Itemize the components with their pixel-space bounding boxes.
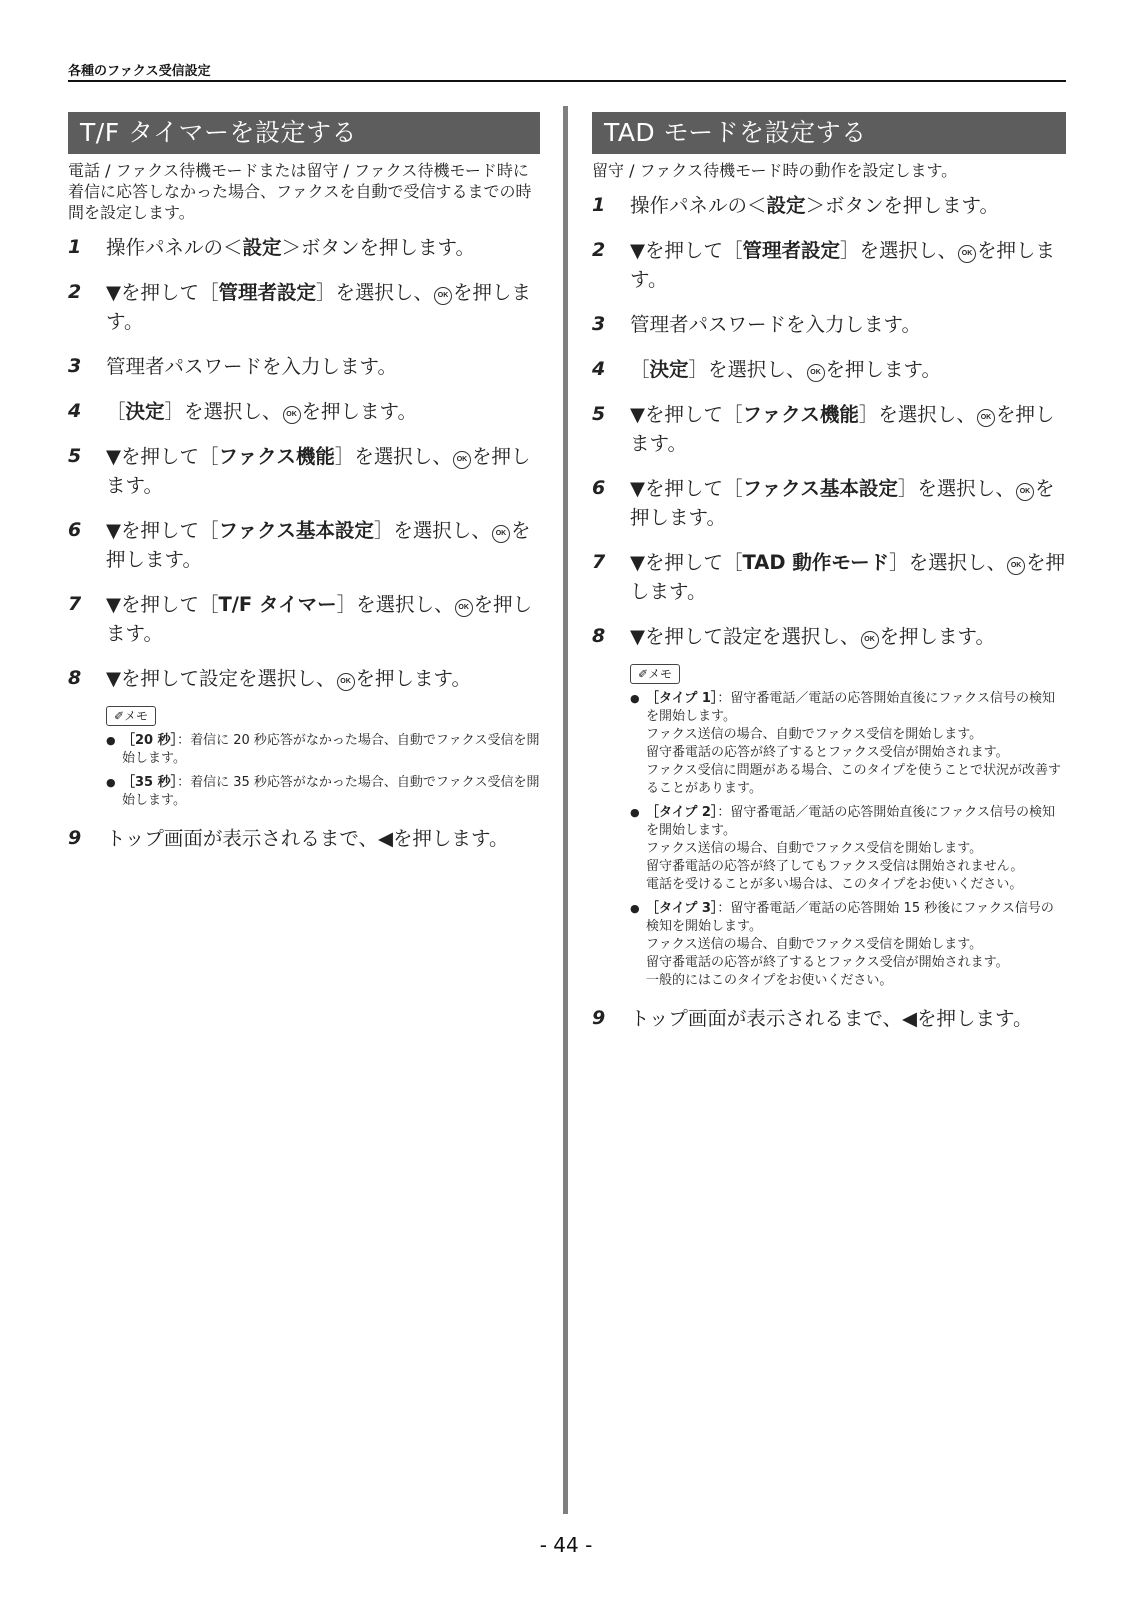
step-number: 4 <box>68 400 82 422</box>
memo-line <box>646 858 1066 876</box>
step-text-part: ］を選択し、 <box>336 593 454 616</box>
step-item <box>68 352 540 381</box>
step-text-part: ］を選択し、 <box>897 477 1015 500</box>
ok-button-icon: OK <box>1007 557 1025 575</box>
step-text-part: を押します。 <box>106 445 531 497</box>
memo-line <box>646 876 1066 894</box>
step-text-part: ▼を押して［ <box>106 445 219 468</box>
memo-line <box>646 954 1066 972</box>
memo-line <box>646 690 1066 726</box>
memo-block <box>630 663 1066 990</box>
step-text <box>106 281 531 333</box>
step-keyword: ファクス機能 <box>218 445 335 468</box>
step-text-part: ▼を押して［ <box>630 477 743 500</box>
step-text-part: を押します。 <box>630 477 1055 529</box>
step-text-part: ▼を押して［ <box>630 403 743 426</box>
step-text-part: ▼を押して［ <box>106 593 219 616</box>
step-text <box>106 400 417 423</box>
ok-button-icon: OK <box>977 409 995 427</box>
step-item <box>68 233 540 262</box>
step-item <box>592 191 1066 220</box>
step-text-part: を押します。 <box>630 403 1055 455</box>
column-divider <box>563 106 568 1514</box>
step-keyword: 管理者設定 <box>742 239 841 262</box>
memo-text: 留守番電話の応答が終了するとファクス受信が開始されます。 <box>646 955 1009 970</box>
step-text-part: ＞ボタンを押します。 <box>281 236 475 259</box>
step-item <box>592 1004 1066 1033</box>
memo-line <box>646 840 1066 858</box>
step-text <box>106 827 508 850</box>
step-number: 5 <box>592 403 606 425</box>
step-text-part: トップ画面が表示されるまで、◀を押します。 <box>106 827 509 850</box>
step-text <box>630 1007 1032 1030</box>
memo-text: 電話を受けることが多い場合は、このタイプをお使いください。 <box>646 877 1023 892</box>
step-keyword: ファクス基本設定 <box>742 477 898 500</box>
step-text-part: 操作パネルの＜ <box>106 236 243 259</box>
step-text <box>630 551 1065 603</box>
step-text-part: 管理者パスワードを入力します。 <box>630 313 921 336</box>
section-title: TAD モードを設定する <box>592 112 1066 154</box>
step-text-part: ［ <box>630 358 650 381</box>
step-number: 3 <box>592 313 606 335</box>
step-list <box>68 233 540 853</box>
step-number: 6 <box>592 477 606 499</box>
ok-button-icon: OK <box>455 599 473 617</box>
memo-line <box>646 900 1066 936</box>
step-text <box>106 667 471 690</box>
memo-keyword: ［20 秒］ <box>122 733 178 748</box>
step-item <box>68 590 540 648</box>
step-keyword: 決定 <box>125 400 165 423</box>
step-text <box>106 355 397 378</box>
step-number: 9 <box>68 827 82 849</box>
memo-text: ：着信に 20 秒応答がなかった場合、自動でファクス受信を開始します。 <box>122 733 540 766</box>
left-column <box>68 112 540 869</box>
memo-block <box>106 705 540 810</box>
step-keyword: 設定 <box>766 194 806 217</box>
ok-button-icon: OK <box>283 406 301 424</box>
step-number: 4 <box>592 358 606 380</box>
step-item <box>592 355 1066 384</box>
step-keyword: ファクス機能 <box>742 403 859 426</box>
step-text-part: を押します。 <box>106 519 531 571</box>
step-text-part: ▼を押して設定を選択し、 <box>106 667 336 690</box>
right-column <box>592 112 1066 1049</box>
step-text <box>630 313 921 336</box>
memo-item <box>106 732 540 768</box>
step-text-part: ▼を押して設定を選択し、 <box>630 625 860 648</box>
step-keyword: ファクス基本設定 <box>218 519 374 542</box>
step-keyword: 決定 <box>649 358 689 381</box>
step-text <box>106 445 530 497</box>
step-text-part: ▼を押して［ <box>106 519 219 542</box>
ok-button-icon: OK <box>492 525 510 543</box>
step-text-part: ▼を押して［ <box>630 239 743 262</box>
step-text <box>630 239 1055 291</box>
step-text-part: を押します。 <box>106 593 533 645</box>
step-text-part: ］を選択し、 <box>688 358 806 381</box>
step-item <box>68 824 540 853</box>
section-intro: 電話 / ファクス待機モードまたは留守 / ファクス待機モード時に着信に応答しなかった場合、ファクスを自動で受信するまでの時間を設定します。 <box>68 161 532 222</box>
ok-button-icon: OK <box>1016 483 1034 501</box>
step-text-part: ］を選択し、 <box>373 519 491 542</box>
step-text-part: ▼を押して［ <box>630 551 743 574</box>
step-text <box>106 593 532 645</box>
memo-line <box>646 762 1066 798</box>
step-text-part: を押します。 <box>301 400 417 423</box>
step-text-part: ▼を押して［ <box>106 281 219 304</box>
memo-item <box>630 804 1066 894</box>
step-item <box>68 397 540 426</box>
memo-text: ：着信に 35 秒応答がなかった場合、自動でファクス受信を開始します。 <box>122 775 540 808</box>
step-item <box>68 442 540 500</box>
running-header: 各種のファクス受信設定 <box>68 64 211 79</box>
ok-button-icon: OK <box>958 245 976 263</box>
memo-keyword: ［タイプ 1］ <box>646 691 718 706</box>
memo-line <box>646 744 1066 762</box>
step-number: 1 <box>592 194 606 216</box>
memo-line <box>122 774 540 810</box>
step-number: 8 <box>592 625 606 647</box>
step-keyword: TAD 動作モード <box>742 551 890 574</box>
step-number: 9 <box>592 1007 606 1029</box>
step-number: 1 <box>68 236 82 258</box>
step-text <box>106 236 475 259</box>
step-text <box>630 358 941 381</box>
step-number: 6 <box>68 519 82 541</box>
memo-text: ファクス送信の場合、自動でファクス受信を開始します。 <box>646 841 983 856</box>
step-text-part: を押します。 <box>879 625 995 648</box>
step-item <box>68 278 540 336</box>
section-title: T/F タイマーを設定する <box>68 112 540 154</box>
step-item <box>592 310 1066 339</box>
section-intro: 留守 / ファクス待機モード時の動作を設定します。 <box>592 161 958 180</box>
step-number: 7 <box>68 593 82 615</box>
step-keyword: 管理者設定 <box>218 281 317 304</box>
memo-keyword: ［35 秒］ <box>122 775 178 790</box>
step-text-part: を押します。 <box>106 281 532 333</box>
step-item <box>592 548 1066 606</box>
memo-line <box>646 936 1066 954</box>
step-text-part: ］を選択し、 <box>334 445 452 468</box>
step-text-part: 管理者パスワードを入力します。 <box>106 355 397 378</box>
step-item <box>592 622 1066 651</box>
step-keyword: 設定 <box>242 236 282 259</box>
step-text-part: ］を選択し、 <box>889 551 1007 574</box>
memo-text: 留守番電話の応答が終了してもファクス受信は開始されません。 <box>646 859 1024 874</box>
memo-line <box>646 972 1066 990</box>
ok-button-icon: OK <box>453 451 471 469</box>
memo-line <box>646 726 1066 744</box>
header-rule <box>68 80 1066 82</box>
step-item <box>592 400 1066 458</box>
step-text-part: ］を選択し、 <box>316 281 434 304</box>
memo-item <box>630 900 1066 990</box>
step-text-part: ］を選択し、 <box>840 239 958 262</box>
ok-button-icon: OK <box>861 631 879 649</box>
step-text <box>106 519 530 571</box>
memo-text: 留守番電話の応答が終了するとファクス受信が開始されます。 <box>646 745 1009 760</box>
step-item <box>68 516 540 574</box>
step-text-part: を押します。 <box>630 239 1056 291</box>
memo-item <box>630 690 1066 798</box>
memo-line <box>122 732 540 768</box>
step-number: 8 <box>68 667 82 689</box>
ok-button-icon: OK <box>807 364 825 382</box>
memo-text: ファクス送信の場合、自動でファクス受信を開始します。 <box>646 937 983 952</box>
step-text-part: を押します。 <box>355 667 471 690</box>
memo-badge: ✐メモ <box>106 706 156 726</box>
memo-keyword: ［タイプ 2］ <box>646 805 718 820</box>
step-text-part: トップ画面が表示されるまで、◀を押します。 <box>630 1007 1033 1030</box>
step-number: 2 <box>592 239 606 261</box>
memo-item <box>106 774 540 810</box>
memo-text: ：留守番電話／電話の応答開始直後にファクス信号の検知を開始します。 <box>646 805 1056 838</box>
step-item <box>592 236 1066 294</box>
step-number: 7 <box>592 551 606 573</box>
step-text-part: を押します。 <box>825 358 941 381</box>
memo-text: ファクス送信の場合、自動でファクス受信を開始します。 <box>646 727 983 742</box>
memo-text: ：留守番電話／電話の応答開始 15 秒後にファクス信号の検知を開始します。 <box>646 901 1054 934</box>
memo-text: ファクス受信に問題がある場合、このタイプを使うことで状況が改善することがあります。 <box>646 763 1061 796</box>
step-text <box>630 194 999 217</box>
memo-text: 一般的にはこのタイプをお使いください。 <box>646 973 893 988</box>
step-text <box>630 477 1054 529</box>
memo-badge: ✐メモ <box>630 664 680 684</box>
step-text <box>630 625 995 648</box>
step-text-part: を押します。 <box>630 551 1066 603</box>
step-item <box>68 664 540 693</box>
step-text <box>630 403 1054 455</box>
memo-text: ：留守番電話／電話の応答開始直後にファクス信号の検知を開始します。 <box>646 691 1056 724</box>
step-keyword: T/F タイマー <box>218 593 337 616</box>
step-number: 2 <box>68 281 82 303</box>
ok-button-icon: OK <box>434 287 452 305</box>
page-number: - 44 - <box>539 1533 593 1557</box>
step-text-part: ］を選択し、 <box>858 403 976 426</box>
step-list <box>592 191 1066 1033</box>
step-number: 5 <box>68 445 82 467</box>
step-text-part: ［ <box>106 400 126 423</box>
step-number: 3 <box>68 355 82 377</box>
ok-button-icon: OK <box>337 673 355 691</box>
memo-keyword: ［タイプ 3］ <box>646 901 718 916</box>
step-text-part: 操作パネルの＜ <box>630 194 767 217</box>
step-text-part: ］を選択し、 <box>164 400 282 423</box>
memo-line <box>646 804 1066 840</box>
step-item <box>592 474 1066 532</box>
step-text-part: ＞ボタンを押します。 <box>805 194 999 217</box>
